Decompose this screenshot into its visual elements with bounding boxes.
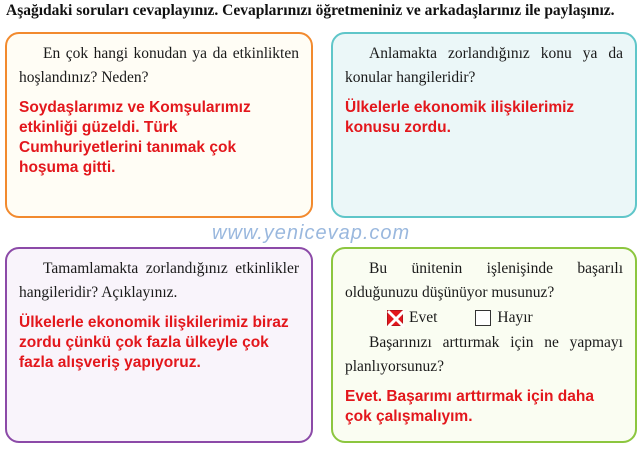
checked-checkbox-icon[interactable]: [387, 310, 403, 326]
instruction-heading: Aşağıdaki soruları cevaplayınız. Cevaplarınızı öğretmeniniz ve arkadaşlarınız ile paylaşınız.: [6, 2, 615, 19]
question-box-favorite-topic: [5, 32, 313, 218]
question-box-success: [331, 247, 637, 443]
answer-text: Ülkelerle ekonomik ilişkilerimiz konusu zordu.: [345, 99, 575, 136]
answer-text: Soydaşlarımız ve Komşularımız etkinliği güzeldi. Türk Cumhuriyetlerini tanımak çok hoşuma gitti.: [19, 99, 251, 176]
option-yes-label: Evet: [409, 309, 438, 326]
yes-no-options: [387, 309, 623, 327]
question-text: Anlamakta zorlandığınız konu ya da konular hangileridir?: [345, 45, 623, 86]
question-text: Tamamlamakta zorlandığınız etkinlikler hangileridir? Açıklayınız.: [19, 260, 299, 301]
answer-text: Evet. Başarımı arttırmak için daha çok çalışmalıyım.: [345, 388, 594, 425]
empty-checkbox-icon[interactable]: [475, 310, 491, 326]
option-no[interactable]: [475, 309, 532, 327]
question-text: Bu ünitenin işlenişinde başarılı olduğunuzu düşünüyor musunuz?: [345, 260, 623, 301]
question-box-difficult-activities: [5, 247, 313, 443]
option-yes[interactable]: [387, 309, 437, 327]
question2-text: Başarınızı arttırmak için ne yapmayı planlıyorsunuz?: [345, 334, 623, 375]
question-text: En çok hangi konudan ya da etkinlikten hoşlandınız? Neden?: [19, 45, 299, 86]
watermark-logo: www.yenicevap.com: [212, 222, 411, 244]
option-no-label: Hayır: [497, 309, 533, 326]
question-box-difficult-topics: [331, 32, 637, 218]
answer-text: Ülkelerle ekonomik ilişkilerimiz biraz zordu çünkü çok fazla ülkeyle çok fazla alışveriş yapıyoruz.: [19, 314, 289, 371]
